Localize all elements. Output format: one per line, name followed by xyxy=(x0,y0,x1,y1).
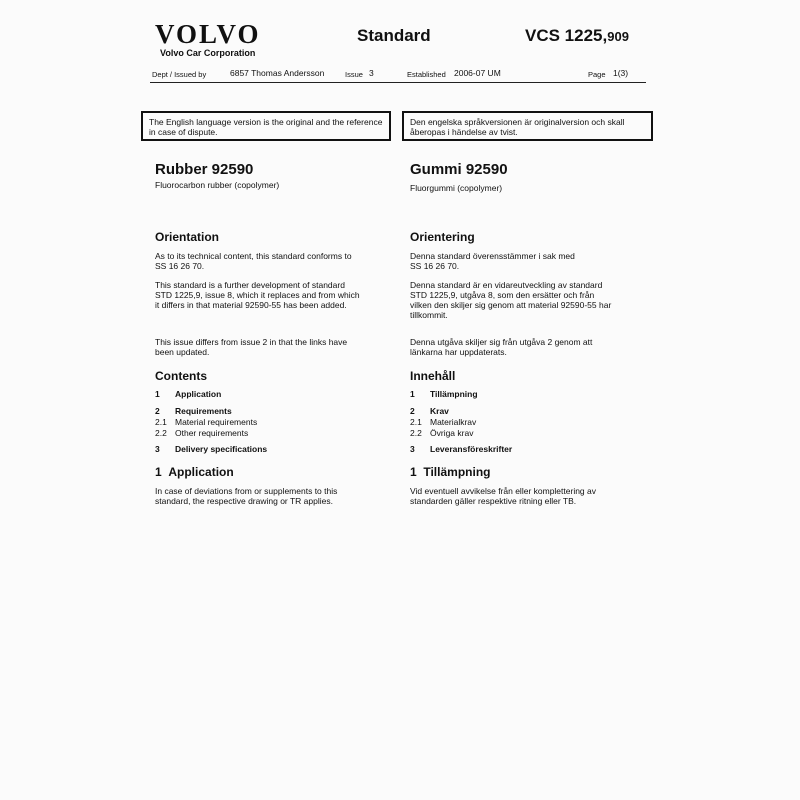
notice-box-sv xyxy=(402,111,653,141)
orientation-p3-sv: Denna utgåva skiljer sig från utgåva 2 genom att länkarna har uppdaterats. xyxy=(410,337,593,357)
application-text-sv: Vid eventuell avvikelse från eller komplettering av standarden gäller respektive ritning eller TB. xyxy=(410,486,596,506)
toc-text: Material requirements xyxy=(175,417,258,427)
orientation-heading-en: Orientation xyxy=(155,230,220,244)
contents-heading-sv: Innehåll xyxy=(410,369,456,383)
toc-text: Krav xyxy=(430,406,449,416)
toc-text: Delivery specifications xyxy=(175,444,268,454)
volvo-logo: VOLVO xyxy=(155,19,261,49)
issue-value: 3 xyxy=(369,68,374,78)
toc-number: 2.1 xyxy=(410,417,422,427)
orientation-p3-en: This issue differs from issue 2 in that the links have been updated. xyxy=(155,337,348,357)
toc-text: Requirements xyxy=(175,406,232,416)
toc-text: Application xyxy=(175,389,222,399)
section-number: 1 xyxy=(410,465,417,479)
standard-number-main: VCS 1225, xyxy=(525,26,608,45)
toc-number: 2.2 xyxy=(155,428,167,438)
orientation-p2-sv: Denna standard är en vidareutveckling av standard STD 1225,9, utgåva 8, som den ersätter och från vilken den skiljer sig genom att material 92590-55 har tillkommit. xyxy=(410,280,612,320)
toc-text: Övriga krav xyxy=(430,428,474,438)
toc-number: 1 xyxy=(410,389,415,399)
toc-text: Other requirements xyxy=(175,428,249,438)
toc-text: Materialkrav xyxy=(430,417,477,427)
page-value: 1(3) xyxy=(613,68,629,78)
header-rule xyxy=(150,82,646,83)
orientation-p1-en: As to its technical content, this standard conforms to SS 16 26 70. xyxy=(155,251,352,271)
toc-text: Tillämpning xyxy=(430,389,478,399)
notice-box-en xyxy=(141,111,391,141)
application-heading-en xyxy=(155,465,234,479)
orientation-p1-sv: Denna standard överensstämmer i sak med SS 16 26 70. xyxy=(410,251,575,271)
toc-number: 2 xyxy=(410,406,415,416)
subtitle-en: Fluorocarbon rubber (copolymer) xyxy=(155,180,280,190)
toc-number: 2 xyxy=(155,406,160,416)
section-title: Application xyxy=(168,465,234,479)
application-text-en: In case of deviations from or supplements to this standard, the respective drawing or TR applies. xyxy=(155,486,338,506)
toc-number: 2.1 xyxy=(155,417,167,427)
notice-text-sv: Den engelska språkversionen är originalversion och skall åberopas i händelse av tvist. xyxy=(410,117,625,137)
issue-label: Issue xyxy=(345,70,363,79)
notice-text-en: The English language version is the original and the reference in case of dispute. xyxy=(149,117,383,137)
toc-number: 1 xyxy=(155,389,160,399)
established-label: Established xyxy=(407,70,446,79)
section-title: Tillämpning xyxy=(423,465,491,479)
page-label: Page xyxy=(588,70,606,79)
title-en: Rubber 92590 xyxy=(155,161,254,178)
standard-number xyxy=(525,26,629,46)
orientation-p2-en: This standard is a further development of standard STD 1225,9, issue 8, which it replaces and from which it differs in that material 92590-55 has been added. xyxy=(155,280,360,310)
title-sv: Gummi 92590 xyxy=(410,161,508,178)
toc-text: Leveransföreskrifter xyxy=(430,444,513,454)
document-type: Standard xyxy=(357,26,431,45)
contents-heading-en: Contents xyxy=(155,369,207,383)
toc-number: 3 xyxy=(155,444,160,454)
dept-value: 6857 Thomas Andersson xyxy=(230,68,325,78)
corporation-name: Volvo Car Corporation xyxy=(160,48,256,58)
application-heading-sv xyxy=(410,465,490,479)
subtitle-sv: Fluorgummi (copolymer) xyxy=(410,183,503,193)
section-number: 1 xyxy=(155,465,162,479)
dept-label: Dept / Issued by xyxy=(152,70,207,79)
toc-number: 3 xyxy=(410,444,415,454)
toc-number: 2.2 xyxy=(410,428,422,438)
standard-number-sub: 909 xyxy=(607,29,629,44)
established-value: 2006-07 UM xyxy=(454,68,501,78)
orientation-heading-sv: Orientering xyxy=(410,230,475,244)
